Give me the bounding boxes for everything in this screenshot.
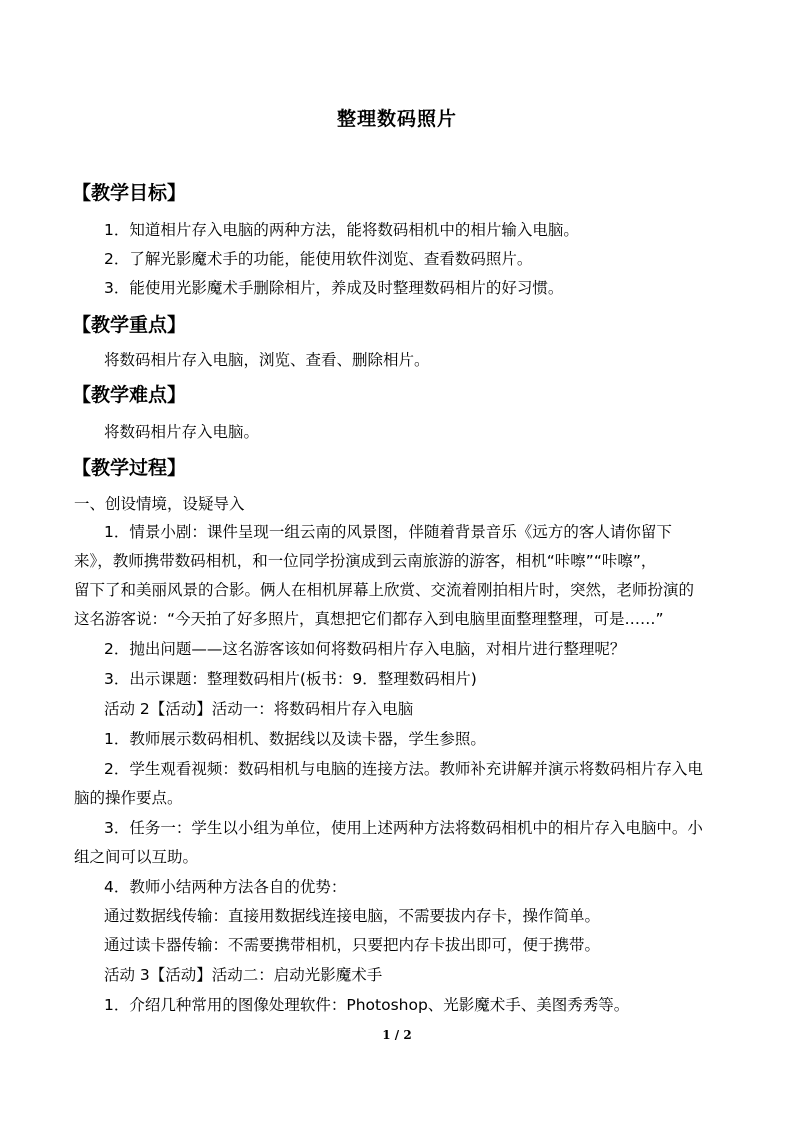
difficulties-text: 将数码相片存入电脑。: [104, 423, 260, 441]
scene-line-4: 这名游客说：“今天拍了好多照片，真想把它们都存入到电脑里面整理整理，可是……”: [74, 610, 664, 628]
heading-difficulties: 【教学难点】: [72, 384, 187, 406]
activity2-title: 活动 2【活动】活动一：将数码相片存入电脑: [104, 700, 414, 718]
method-1-line: 通过数据线传输：直接用数据线连接电脑，不需要拔内存卡，操作简单。: [104, 907, 601, 925]
task-line-1: 3．任务一：学生以小组为单位，使用上述两种方法将数码相机中的相片存入电脑中。小: [104, 819, 703, 837]
video-line-1: 2．学生观看视频：数码相机与电脑的连接方法。教师补充讲解并演示将数码相片存入电: [104, 760, 703, 778]
key-points-text: 将数码相片存入电脑，浏览、查看、删除相片。: [104, 351, 430, 369]
scene-line-3: 留下了和美丽风景的合影。俩人在相机屏幕上欣赏、交流着刚拍相片时，突然，老师扮演的: [74, 581, 695, 599]
method-2-line: 通过读卡器传输：不需要携带相机，只要把内存卡拔出即可，便于携带。: [104, 936, 601, 954]
video-line-2: 脑的操作要点。: [74, 789, 183, 807]
goal-item-3: 3．能使用光影魔术手删除相片，养成及时整理数码相片的好习惯。: [104, 279, 564, 297]
activity3-item-1: 1．介绍几种常用的图像处理软件：Photoshop、光影魔术手、美图秀秀等。: [104, 996, 630, 1014]
heading-process: 【教学过程】: [72, 457, 187, 479]
task-line-2: 组之间可以互助。: [74, 848, 199, 866]
goal-item-2: 2．了解光影魔术手的功能，能使用软件浏览、查看数码照片。: [104, 250, 533, 268]
scene-line-2: 来》，教师携带数码相机，和一位同学扮演成到云南旅游的游客，相机“咔嚓”“咔嚓”，: [74, 552, 657, 570]
topic-line: 3．出示课题：整理数码相片(板书：9．整理数码相片): [104, 670, 477, 688]
summary-line: 4．教师小结两种方法各自的优势：: [104, 878, 347, 896]
part1-title: 一、创设情境，设疑导入: [74, 495, 245, 513]
scene-line-1: 1．情景小剧：课件呈现一组云南的风景图，伴随着背景音乐《远方的客人请你留下: [104, 523, 672, 541]
page-number: 1 / 2: [382, 1028, 412, 1042]
heading-key-points: 【教学重点】: [72, 314, 187, 336]
page-title: 整理数码照片: [336, 108, 457, 130]
heading-goals: 【教学目标】: [72, 182, 187, 204]
question-line: 2．抛出问题——这名游客该如何将数码相片存入电脑，对相片进行整理呢？: [104, 640, 626, 658]
activity2-item-1: 1．教师展示数码相机、数据线以及读卡器，学生参照。: [104, 730, 486, 748]
goal-item-1: 1．知道相片存入电脑的两种方法，能将数码相机中的相片输入电脑。: [104, 221, 579, 239]
activity3-title: 活动 3【活动】活动二：启动光影魔术手: [104, 966, 383, 984]
